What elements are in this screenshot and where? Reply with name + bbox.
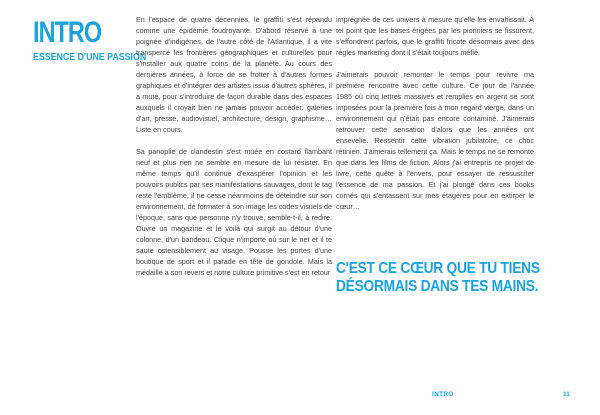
paragraph: En l'espace de quatre décennies, le graffiti s'est répandu comme une épidémie foudroyante. D'abord réservé à une poignée d'indigènes, de l'autre côté de l'Atlantique, il a vite transpercé les frontières géographiques et culturelles pour s'installer aux quatre coins de la planète. Au cours des dernières années, à force de se frotter à d'autres formes graphiques et d'intégrer des artistes issus d'autres sphères, il a muté, pour s'introduire de façon durable dans des espaces auxquels il croyait bien ne jamais pouvoir accéder: galeries d'art, presse, audiovisuel, architecture, design, graphisme… Liste en cours. xyxy=(136,15,332,134)
running-footer: INTRO xyxy=(432,391,454,398)
page-number: 11 xyxy=(563,391,570,398)
chapter-title: INTRO xyxy=(33,16,102,49)
pull-quote-line: C'EST CE CŒUR QUE TU TIENS xyxy=(336,260,540,277)
text-column-left xyxy=(136,14,332,289)
paragraph: imprégnée de ces univers à mesure qu'elle les envahissait. À tel point que les bases érigées par les pionniers se fissurent, s'effondrent parfois, que le graffiti fricote désormais avec des règles marketing dont il s'était toujours méfié. xyxy=(336,15,534,57)
text-column-right xyxy=(336,14,534,223)
paragraph: J'aimerais pouvoir remonter le temps pour revivre ma première rencontre avec cette culture. Ce jour de l'année 1985 où cinq lettres massives et remplies en argent se sont imposées pour la première fois à mon regard vierge, dans un environnement qui n'était pas encore contaminé. J'aimerais retrouver cette sensation d'alors que les années ont ensevelie. Ressentir cette vibration jubilatoire, ce choc rétinien. J'aimerais tellement ça. Mais le temps ne se remonte que dans les films de fiction. Alors j'ai entrepris ce projet de livre, cette quête à l'envers, pour essayer de ressusciter l'essence de ma passion. Et j'ai plongé dans ces books cornés qui s'entassent sur mes étagères pour en extirper le cœur… xyxy=(336,70,534,211)
chapter-heading xyxy=(33,16,147,63)
chapter-subtitle: ESSENCE D'UNE PASSION xyxy=(33,51,147,63)
paragraph: Sa panoplie de clandestin s'est muée en costard flambant neuf et plus rien ne semble en mesure de lui résister. En même temps qu'il continue d'exaspérer l'opinion et les pouvoirs publics par ses manifestations sauvages, dont le tag reste l'emblème, il ne cesse néanmoins de déteindre sur son environnement, de formater à son image les codes visuels de l'époque, sans que personne n'y trouve, semble-t-il, à redire. Ouvre un magazine et le voilà qui surgit au détour d'une colonne, d'un bandeau. Clique n'importe où sur le net et il te saute ostensiblement au visage. Pousse les portes d'une boutique de sport et il parade en tête de gondole. Mais la médaille a son revers et notre culture primitive s'est en retour xyxy=(136,147,332,277)
pull-quote-line: DÉSORMAIS DANS TES MAINS. xyxy=(336,278,539,295)
pull-quote xyxy=(336,260,556,296)
